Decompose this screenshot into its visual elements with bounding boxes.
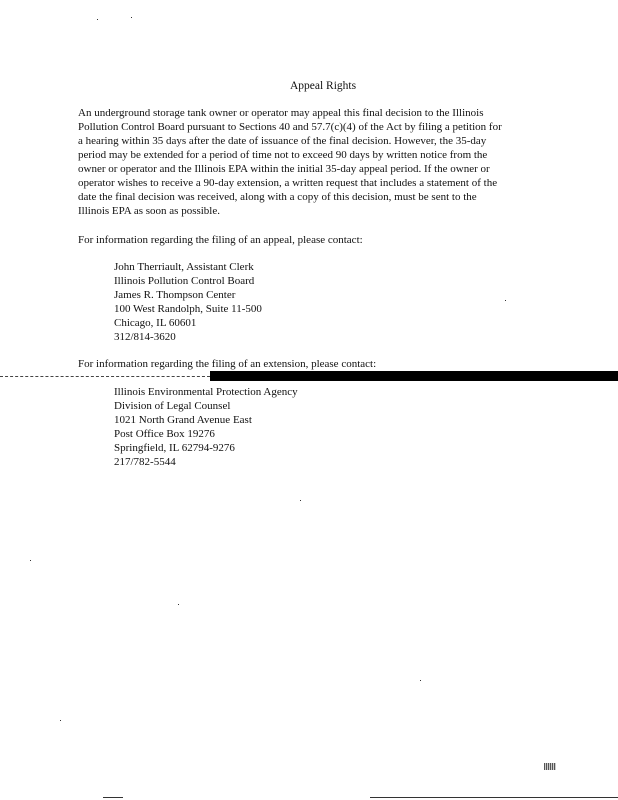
address-line: Post Office Box 19276 bbox=[114, 428, 215, 440]
appeal-contact-address bbox=[114, 260, 262, 344]
paragraph-line: operator wishes to receive a 90-day extension, a written request that includes a statement of the bbox=[78, 177, 498, 189]
address-line: 1021 North Grand Avenue East bbox=[114, 414, 252, 426]
scan-mark bbox=[544, 763, 556, 770]
paragraph-line: period may be extended for a period of time not to exceed 90 days by written notice from the bbox=[78, 149, 488, 161]
appeal-rights-paragraph bbox=[78, 106, 568, 218]
scan-speck bbox=[30, 560, 31, 561]
paragraph-line: owner or operator and the Illinois EPA within the initial 35-day appeal period. If the owner or bbox=[78, 163, 490, 175]
scan-speck bbox=[420, 680, 421, 681]
address-line: Division of Legal Counsel bbox=[114, 400, 231, 412]
address-line: James R. Thompson Center bbox=[114, 289, 236, 301]
address-line: Springfield, IL 62794-9276 bbox=[114, 442, 235, 454]
address-line: Illinois Pollution Control Board bbox=[114, 275, 255, 287]
address-line: Illinois Environmental Protection Agency bbox=[114, 386, 298, 398]
page-title: Appeal Rights bbox=[289, 80, 357, 92]
address-line: John Therriault, Assistant Clerk bbox=[114, 261, 254, 273]
paragraph-line: date the final decision was received, along with a copy of this decision, must be sent to the bbox=[78, 191, 477, 203]
address-line: Chicago, IL 60601 bbox=[114, 317, 197, 329]
address-line: 100 West Randolph, Suite 11-500 bbox=[114, 303, 262, 315]
address-line: 217/782-5544 bbox=[114, 456, 176, 468]
appeal-contact-intro: For information regarding the filing of an appeal, please contact: bbox=[78, 234, 363, 246]
scan-artifact-line bbox=[0, 376, 210, 377]
paragraph-line: a hearing within 35 days after the date of issuance of the final decision. However, the 35-day bbox=[78, 135, 487, 147]
paragraph-line: An underground storage tank owner or operator may appeal this final decision to the Illinois bbox=[78, 107, 484, 119]
paragraph-line: Pollution Control Board pursuant to Sections 40 and 57.7(c)(4) of the Act by filing a petition for bbox=[78, 121, 502, 133]
scan-speck bbox=[300, 500, 301, 501]
footer-rule bbox=[370, 797, 618, 798]
redaction-bar bbox=[210, 371, 618, 381]
extension-contact-intro: For information regarding the filing of an extension, please contact: bbox=[78, 358, 377, 370]
scan-speck bbox=[97, 19, 98, 20]
paragraph-line: Illinois EPA as soon as possible. bbox=[78, 205, 220, 217]
scan-speck bbox=[505, 300, 506, 301]
footer-rule bbox=[103, 797, 123, 798]
extension-contact-address bbox=[114, 385, 298, 469]
scan-speck bbox=[131, 17, 132, 18]
address-line: 312/814-3620 bbox=[114, 331, 176, 343]
scan-speck bbox=[178, 604, 179, 605]
scan-speck bbox=[60, 720, 61, 721]
